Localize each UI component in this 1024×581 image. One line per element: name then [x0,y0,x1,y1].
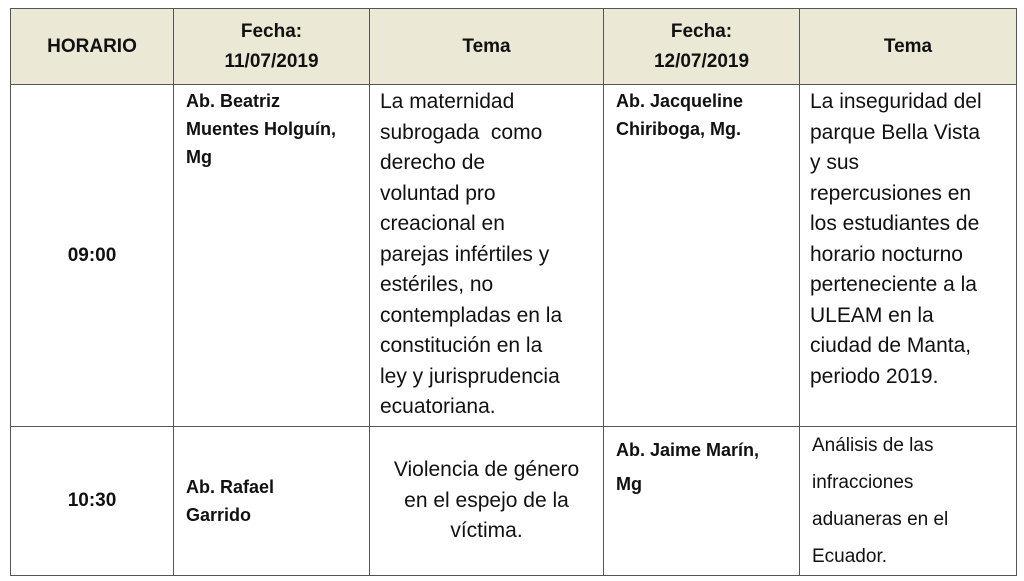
fecha-1-date: 11/07/2019 [224,50,319,72]
time-cell: 10:30 [11,427,174,576]
header-row [11,9,1017,85]
time-cell: 09:00 [11,85,174,427]
header-tema-1: Tema [370,9,604,85]
topic-cell: Análisis de las infracciones aduaneras en el Ecuador. [800,427,1017,576]
speaker-cell: Ab. Rafael Garrido [174,427,370,576]
table-row [11,85,1017,427]
fecha-1-label: Fecha: [240,20,303,42]
table-row [11,427,1017,576]
speaker-cell: Ab. Jaime Marín, Mg [604,427,800,576]
fecha-2-label: Fecha: [670,20,733,42]
header-fecha-2 [604,9,800,85]
header-horario: HORARIO [11,9,174,85]
topic-cell: La inseguridad del parque Bella Vista y sus repercusiones en los estudiantes de horario nocturno perteneciente a la ULEAM en la ciudad de Manta, periodo 2019. [800,85,1017,427]
speaker-cell: Ab. Jacqueline Chiriboga, Mg. [604,85,800,427]
header-tema-2: Tema [800,9,1017,85]
header-fecha-1 [174,9,370,85]
topic-cell: La maternidad subrogada como derecho de voluntad pro creacional en parejas infértiles y estériles, no contempladas en la constitución en la ley y jurisprudencia ecuatoriana. [370,85,604,427]
speaker-cell: Ab. Beatriz Muentes Holguín, Mg [174,85,370,427]
schedule-table [10,8,1017,576]
topic-cell: Violencia de género en el espejo de la víctima. [370,427,604,576]
fecha-2-date: 12/07/2019 [653,50,750,72]
